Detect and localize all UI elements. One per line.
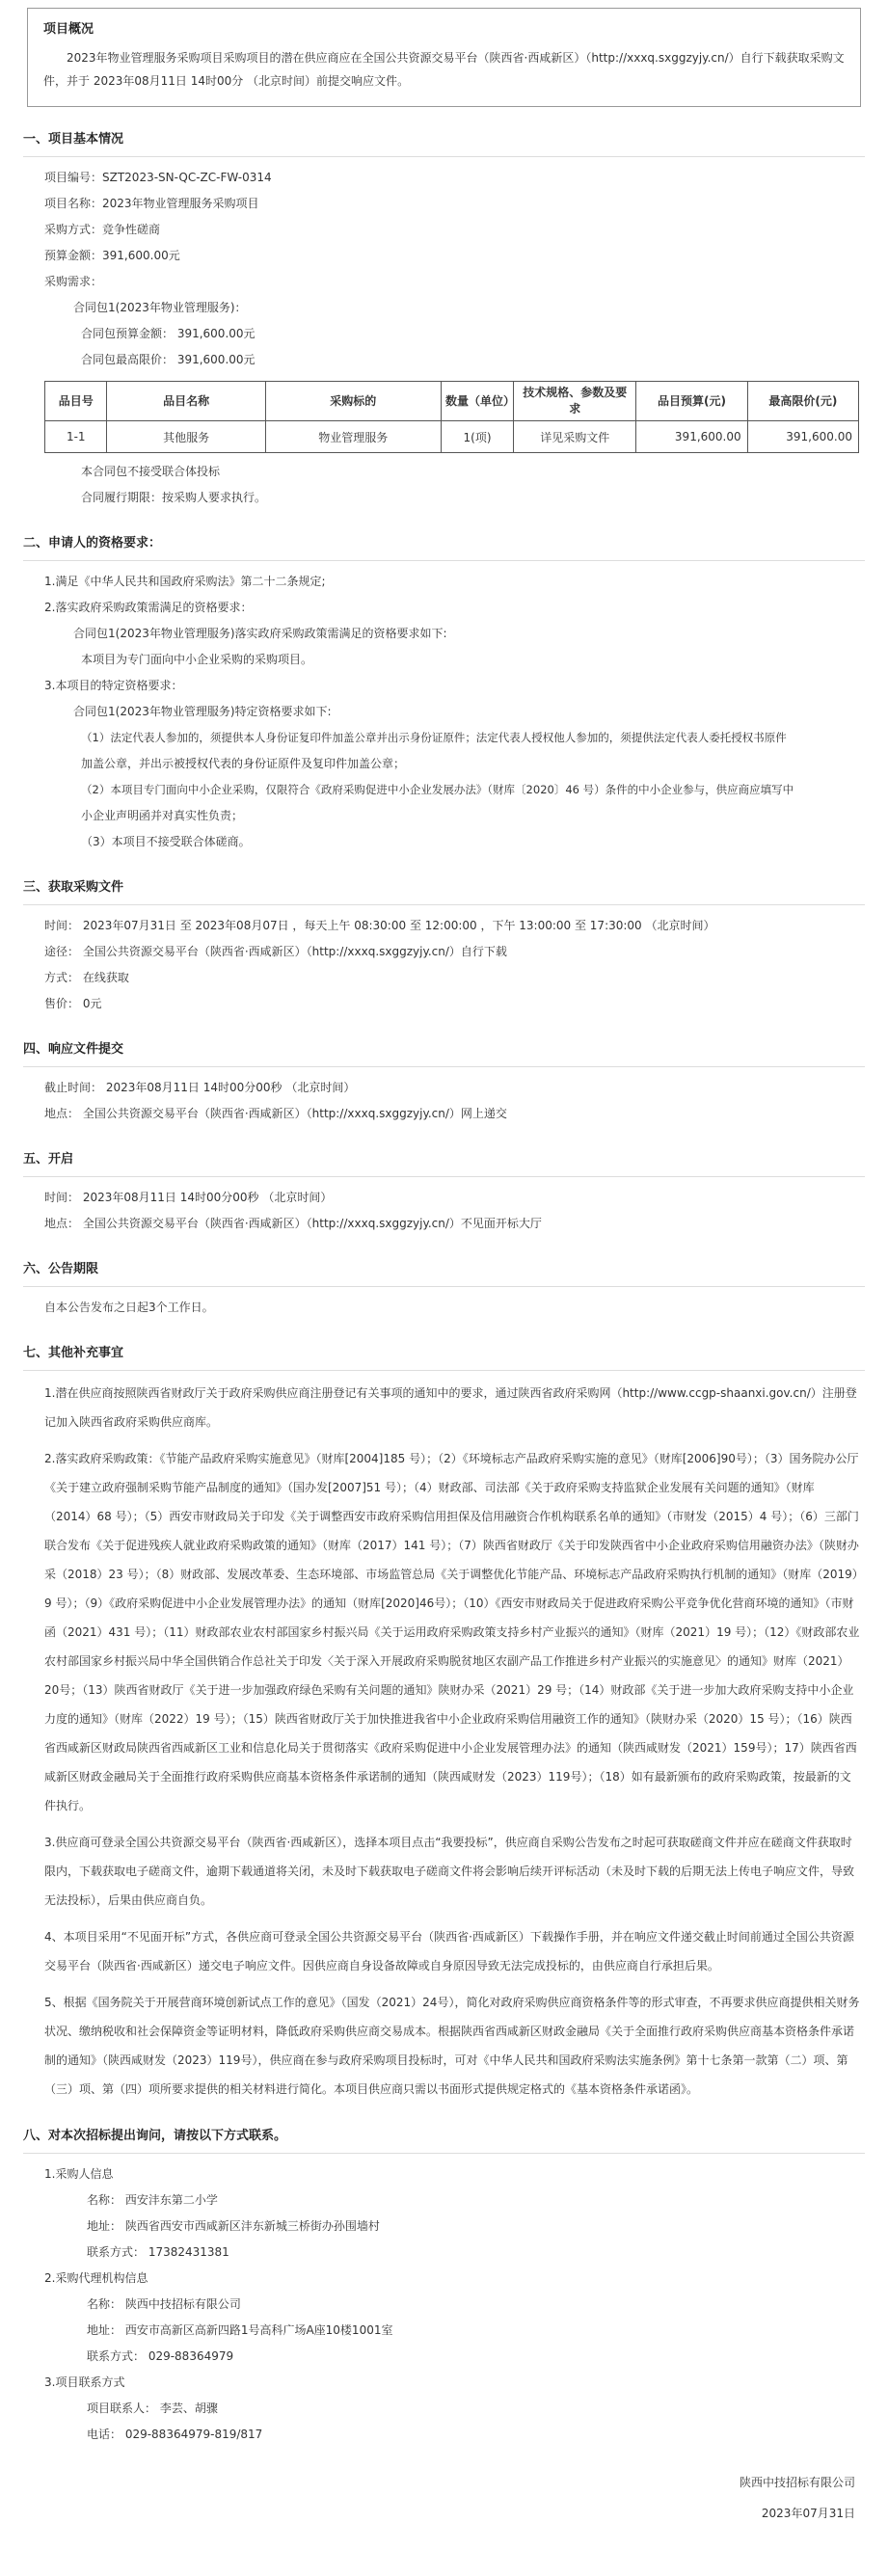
acquisition-time: 时间： 2023年07月31日 至 2023年08月07日 ，每天上午 08:30:00 至 12:00:00 ，下午 13:00:00 至 17:30:00 （北京时间） [44,919,715,932]
contract-package: 合同包1(2023年物业管理服务)： [73,301,247,314]
qualification-line: （2）本项目专门面向中小企业采购，仅限符合《政府采购促进中小企业发展办法》（财库〔2020〕46 号）条件的中小企业参与，供应商应填写中 [81,783,794,796]
table-cell: 其他服务 [107,421,265,453]
supplementary-paragraph: 1.潜在供应商按照陕西省财政厅关于政府采购供应商注册登记有关事项的通知中的要求，通过陕西省政府采购网（http://www.ccgp-shaanxi.gov.cn/）注册登记加入陕西省政府采购供应商库。 [44,1386,857,1429]
acquisition-way: 途径： 全国公共资源交易平台（陕西省·西咸新区）（http://xxxq.sxggzyjy.cn/）自行下载 [44,945,507,958]
agent-name: 名称： 陕西中技招标有限公司 [87,2297,241,2311]
section-divider [23,2153,865,2154]
section-divider [23,1370,865,1371]
package-budget: 合同包预算金额： 391,600.00元 [81,327,256,340]
buyer-phone: 联系方式： 17382431381 [87,2245,229,2259]
package-max-price: 合同包最高限价： 391,600.00元 [81,353,256,366]
items-table [44,381,859,453]
project-contact-heading: 3.项目联系方式 [44,2375,125,2389]
qualification-line: （1）法定代表人参加的，须提供本人身份证复印件加盖公章并出示身份证原件；法定代表人授权他人参加的，须提供法定代表人委托授权书原件 [81,731,787,744]
qualification-line: 1.满足《中华人民共和国政府采购法》第二十二条规定; [44,575,326,588]
procurement-method: 采购方式：竞争性磋商 [44,223,161,236]
table-row [45,421,859,453]
qualification-line: 合同包1(2023年物业管理服务)特定资格要求如下: [73,705,332,718]
footer-date: 2023年07月31日 [761,2507,855,2520]
table-cell: 1(项) [441,421,513,453]
table-cell: 详见采购文件 [514,421,636,453]
section-title-submission: 四、响应文件提交 [23,1042,124,1057]
agent-info-heading: 2.采购代理机构信息 [44,2271,148,2285]
supplementary-paragraph: 4、本项目采用“不见面开标”方式，各供应商可登录全国公共资源交易平台（陕西省·西咸新区）下载操作手册，并在响应文件递交截止时间前通过全国公共资源交易平台（陕西省·西咸新区）递交电子响应文件。因供应商自身设备故障或自身原因导致无法完成投标的，由供应商自行承担后果。 [44,1930,854,1972]
table-cell: 391,600.00 [747,421,858,453]
section-title-opening: 五、开启 [23,1152,74,1167]
qualification-line: 小企业声明函并对真实性负责； [81,809,244,822]
qualification-line: （3）本项目不接受联合体磋商。 [81,835,251,848]
section-divider [23,156,865,157]
table-header-row [45,382,859,421]
table-cell: 1-1 [45,421,107,453]
table-header-cell: 最高限价(元) [747,382,858,421]
qualification-line: 2.落实政府采购政策需满足的资格要求： [44,601,253,614]
project-contact-person: 项目联系人： 李芸、胡骤 [87,2402,218,2415]
opening-time: 时间： 2023年08月11日 14时00分00秒 （北京时间） [44,1191,333,1204]
qualification-line: 合同包1(2023年物业管理服务)落实政府采购政策需满足的资格要求如下: [73,627,447,640]
project-number: 项目编号：SZT2023-SN-QC-ZC-FW-0314 [44,171,272,184]
opening-place: 地点： 全国公共资源交易平台（陕西省·西咸新区）（http://xxxq.sxggzyjy.cn/）不见面开标大厅 [44,1217,542,1230]
qualification-line: 本项目为专门面向中小企业采购的采购项目。 [81,653,313,666]
items-table-wrapper [44,381,861,453]
project-name: 项目名称：2023年物业管理服务采购项目 [44,197,259,210]
footer-organization: 陕西中技招标有限公司 [739,2476,855,2489]
procurement-demand: 采购需求： [44,275,103,288]
buyer-name: 名称： 西安沣东第二小学 [87,2193,218,2207]
section-title-contact: 八、对本次招标提出询问，请按以下方式联系。 [23,2129,287,2143]
table-cell: 物业管理服务 [265,421,441,453]
section-title-basic-info: 一、项目基本情况 [23,132,124,147]
agent-address: 地址： 西安市高新区高新四路1号高科广场A座10楼1001室 [87,2323,393,2337]
supplementary-paragraph: 2.落实政府采购政策：《节能产品政府采购实施意见》（财库[2004]185 号）；（2）《环境标志产品政府采购实施的意见》（财库[2006]90号）；（3）国务院办公厅《关于建立政府强制采购节能产品制度的通知》（国办发[2007]51 号）；（4）财政部、司法部《关于政府采购支持监狱企业发展有关问题的通知》（财库（2014）68 号）；（5）西安市财政局关于印发《关于调整西安市政府采购信用担保及信用融资合作机构联系名单的通知》（市财发（2015）4 号）；（6）三部门联合发布《关于促进残疾人就业政府采购政策的通知》（财库（2017）141 号）；（7）陕西省财政厅《关于印发陕西省中小企业政府采购信用融资办法》（陕财办采（2018）23 号）；（8）财政部、发展改革委、生态环境部、市场监管总局《关于调整优化节能产品、环境标志产品政府采购执行机制的通知》（财库（2019）9 号）；（9）《政府采购促进中小企业发展管理办法》的通知（财库[2020]46号）；（10）《西安市财政局关于促进政府采购公平竞争优化营商环境的通知》（市财函（2021）431 号）；（11）财政部农业农村部国家乡村振兴局《关于运用政府采购政策支持乡村产业振兴的通知》（财库（2021）19 号）；（12）《财政部农业农村部国家乡村振兴局中华全国供销合作总社关于印发〈关于深入开展政府采购脱贫地区农副产品工作推进乡村产业振兴的实施意见〉的通知》财库（2021）20号；（13）陕西省财政厅《关于进一步加强政府绿色采购有关问题的通知》陕财办采（2021）29 号；（14）财政部《关于进一步加大政府采购支持中小企业力度的通知》（财库（2022）19 号）；（15）陕西省财政厅关于加快推进我省中小企业政府采购信用融资工作的通知》（陕财办采（2020）15 号）；（16）陕西省西咸新区财政局陕西省西咸新区工业和信息化局关于贯彻落实《政府采购促进中小企业发展管理办法》的通知（陕西咸财发（2021）159号）；17）陕西省西咸新区财政金融局关于全面推行政府采购供应商基本资格条件承诺制的通知（陕西咸财发（2023）119号）；（18）如有最新颁布的政府采购政策，按最新的文件执行。 [44,1452,860,1812]
overview-text: 2023年物业管理服务采购项目采购项目的潜在供应商应在全国公共资源交易平台（陕西省·西咸新区）（http://xxxq.sxggzyjy.cn/）自行下载获取采购文件，并于 2023年08月11日 14时00分 （北京时间）前提交响应文件。 [43,51,845,88]
submission-deadline: 截止时间： 2023年08月11日 14时00分00秒 （北京时间） [44,1081,356,1094]
project-contact-phone: 电话： 029-88364979-819/817 [87,2428,263,2441]
table-header-cell: 数量（单位） [441,382,513,421]
buyer-info-heading: 1.采购人信息 [44,2167,114,2181]
section-title-supplementary: 七、其他补充事宜 [23,1346,124,1360]
acquisition-mode: 方式： 在线获取 [44,971,129,984]
qualification-line: 3.本项目的特定资格要求： [44,679,183,692]
table-header-cell: 采购标的 [265,382,441,421]
qualification-line: 加盖公章，并出示被授权代表的身份证原件及复印件加盖公章； [81,757,406,770]
no-consortium-note: 本合同包不接受联合体投标 [81,465,221,478]
supplementary-paragraph: 5、根据《国务院关于开展营商环境创新试点工作的意见》（国发（2021）24号），简化对政府采购供应商资格条件等的形式审查，不再要求供应商提供相关财务状况、缴纳税收和社会保障资金等证明材料，降低政府采购供应商交易成本。根据陕西省西咸新区财政金融局《关于全面推行政府采购供应商基本资格条件承诺制的通知》（陕西咸财发（2023）119号），供应商在参与政府采购项目投标时，可对《中华人民共和国政府采购法实施条例》第十七条第一款第（二）项、第（三）项、第（四）项所要求提供的相关材料进行简化。本项目供应商只需以书面形式提供规定格式的《基本资格条件承诺函》。 [44,1996,860,2096]
section-divider [23,1286,865,1287]
announcement-period-text: 自本公告发布之日起3个工作日。 [44,1301,214,1314]
table-header-cell: 技术规格、参数及要求 [514,382,636,421]
section-title-announcement-period: 六、公告期限 [23,1262,99,1276]
section-divider [23,1176,865,1177]
supplementary-paragraph: 3.供应商可登录全国公共资源交易平台（陕西省·西咸新区），选择本项目点击“我要投标”，供应商自采购公告发布之时起可获取磋商文件并应在磋商文件获取时限内，下载获取电子磋商文件，逾期下载通道将关闭，未及时下载获取电子磋商文件将会影响后续开评标活动（未及时下载的后期无法上传电子响应文件，导致无法投标），后果由供应商自负。 [44,1836,855,1907]
table-header-cell: 品目名称 [107,382,265,421]
project-overview-box [27,8,861,107]
section-title-qualifications: 二、申请人的资格要求： [23,536,162,550]
section-title-get-documents: 三、获取采购文件 [23,880,124,895]
announcement-page [0,8,888,2548]
table-header-cell: 品目号 [45,382,107,421]
agent-phone: 联系方式： 029-88364979 [87,2349,234,2363]
section-divider [23,1066,865,1067]
overview-title: 项目概况 [43,22,94,37]
table-header-cell: 品目预算(元) [636,382,747,421]
table-cell: 391,600.00 [636,421,747,453]
section-divider [23,904,865,905]
budget-amount: 预算金额：391,600.00元 [44,249,180,262]
submission-place: 地点： 全国公共资源交易平台（陕西省·西咸新区）（http://xxxq.sxggzyjy.cn/）网上递交 [44,1107,507,1120]
buyer-address: 地址： 陕西省西安市西咸新区沣东新城三桥街办孙围墙村 [87,2219,380,2233]
section-divider [23,560,865,561]
document-price: 售价： 0元 [44,997,102,1010]
supplementary-paragraphs [44,1379,861,2104]
contract-term-note: 合同履行期限：按采购人要求执行。 [81,491,267,504]
